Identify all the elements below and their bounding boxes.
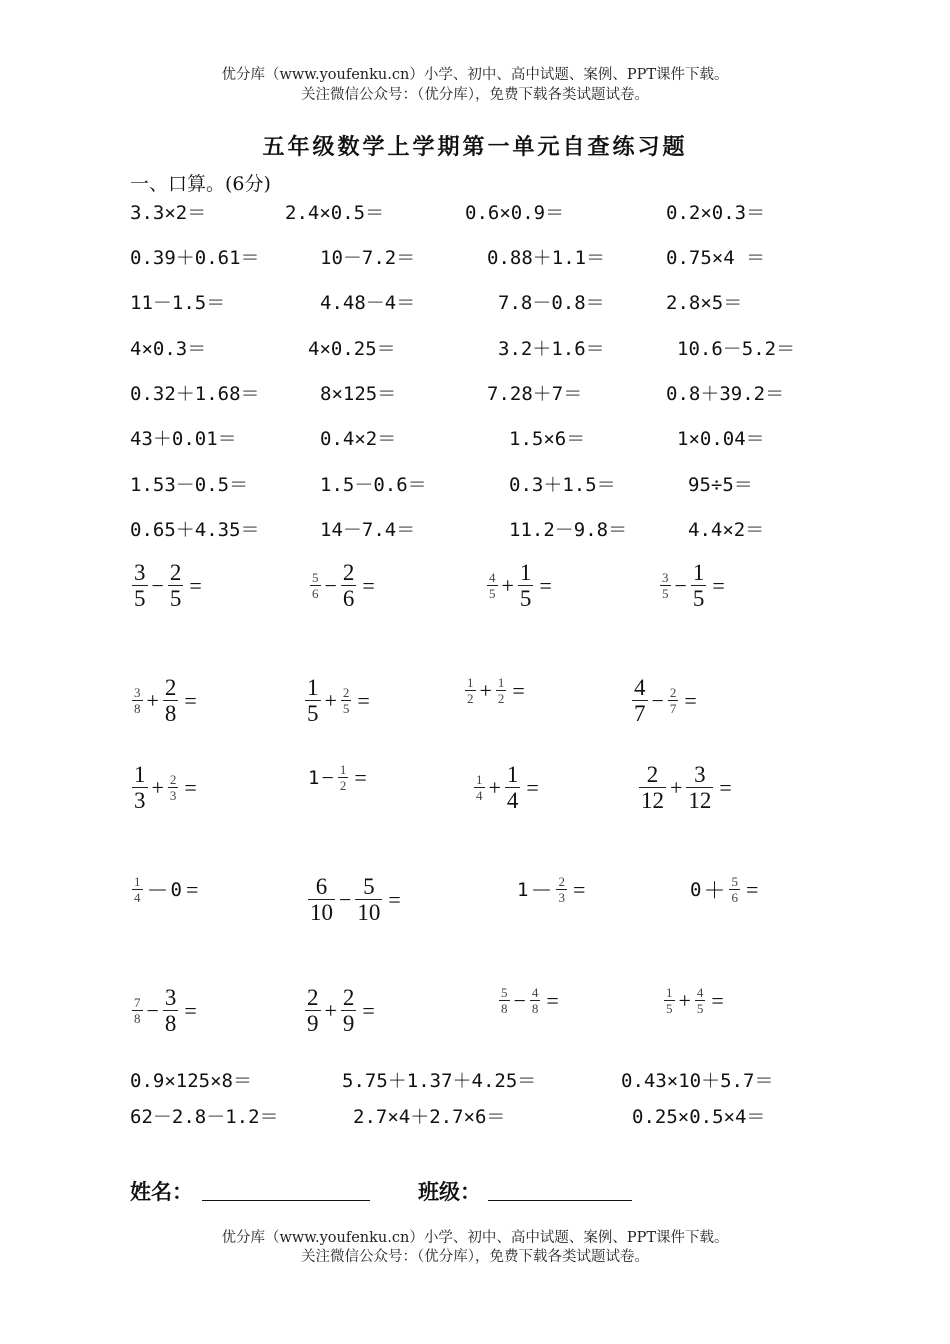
oral-problem: 4.4×2＝: [688, 519, 765, 541]
equals-sign: =: [184, 774, 197, 800]
fraction: [695, 985, 706, 1016]
oral-problem: 0.2×0.3＝: [666, 202, 766, 224]
equals-sign: =: [719, 774, 732, 800]
fraction-problem: [303, 985, 375, 1036]
oral-problem: 3.3×2＝: [130, 202, 207, 224]
denominator: 8: [164, 701, 177, 726]
numerator: 3: [164, 985, 177, 1010]
oral-problem: 3.2＋1.6＝: [498, 338, 605, 360]
oral-problem: 14－7.4＝: [320, 519, 416, 541]
fraction-problem: [497, 985, 559, 1016]
numerator: 2: [342, 560, 355, 585]
operator: +: [324, 687, 337, 713]
numerator: 5: [501, 985, 508, 1000]
oral-problem: 0.65＋4.35＝: [130, 519, 260, 541]
denominator: 3: [558, 890, 565, 905]
fraction: [163, 675, 179, 726]
fraction: [686, 762, 713, 813]
denominator: 4: [476, 788, 483, 803]
equals-sign: =: [362, 572, 375, 598]
numerator: 4: [489, 570, 496, 585]
oral-problem: 10.6－5.2＝: [677, 338, 796, 360]
oral-problem: 4×0.25＝: [308, 338, 396, 360]
fraction: [168, 772, 179, 803]
fraction: [341, 685, 352, 716]
operator: ＋: [703, 878, 726, 903]
fraction-problem: [485, 560, 552, 611]
fraction-problem: [637, 762, 732, 813]
name-class-bar: [130, 1172, 830, 1208]
section-oral-heading: 一、口算。(6分): [130, 173, 271, 195]
equals-sign: =: [185, 876, 199, 902]
fraction: [530, 985, 541, 1016]
numerator: 2: [169, 772, 177, 787]
fraction: [660, 570, 671, 601]
denominator: 5: [307, 701, 319, 726]
numerator: 4: [634, 675, 646, 700]
numerator: 5: [312, 570, 319, 585]
oral-problem: 0.6×0.9＝: [465, 202, 565, 224]
oral-row: [0, 515, 950, 545]
fraction-problem: [630, 675, 697, 726]
oral-problem: 10－7.2＝: [320, 247, 416, 269]
oral-row: [0, 424, 950, 454]
operator: +: [479, 677, 492, 703]
equals-sign: =: [526, 774, 539, 800]
name-blank[interactable]: [202, 1200, 370, 1201]
operator: −: [321, 764, 334, 790]
denominator: 10: [310, 900, 333, 925]
oral-row: [0, 379, 950, 409]
numerator: 1: [307, 675, 319, 700]
numerator: 5: [731, 874, 738, 889]
denominator: 7: [634, 701, 646, 726]
oral-problem: 7.8－0.8＝: [498, 292, 605, 314]
denominator: 3: [169, 788, 177, 803]
numerator: 1: [519, 560, 532, 585]
mixed-problem: 2.7×4＋2.7×6＝: [353, 1106, 506, 1128]
fraction: [487, 570, 498, 601]
oral-problem: 7.28＋7＝: [487, 383, 583, 405]
denominator: 12: [641, 788, 664, 813]
fraction-problem: [130, 675, 197, 726]
oral-problem: 1.53－0.5＝: [130, 474, 249, 496]
numerator: 4: [531, 985, 539, 1000]
footer-line-2: 关注微信公众号：（优分库），免费下载各类试题试卷。: [301, 1249, 649, 1265]
equals-sign: =: [711, 987, 724, 1013]
fraction: [632, 675, 648, 726]
whole-number: 1: [517, 878, 529, 901]
whole-number: 0: [170, 878, 182, 901]
denominator: 9: [342, 1011, 355, 1036]
equals-sign: =: [357, 687, 370, 713]
operator: +: [151, 774, 164, 800]
numerator: 7: [134, 995, 141, 1010]
operator: +: [324, 997, 337, 1023]
numerator: 1: [134, 762, 146, 787]
denominator: 5: [519, 586, 532, 611]
denominator: 7: [669, 701, 677, 716]
denominator: 12: [688, 788, 712, 813]
fraction-problem: [130, 985, 197, 1036]
operator: +: [146, 687, 159, 713]
oral-row: [0, 198, 950, 228]
fraction: [132, 874, 143, 905]
oral-problem: 11.2－9.8＝: [509, 519, 628, 541]
class-label: 班级：: [418, 1180, 481, 1204]
denominator: 2: [467, 691, 474, 706]
oral-problem: 0.3＋1.5＝: [509, 474, 616, 496]
whole-number: 0: [690, 878, 702, 901]
oral-row: [0, 243, 950, 273]
mixed-problem: 0.9×125×8＝: [130, 1070, 252, 1092]
operator: －: [146, 878, 169, 903]
oral-problem: 0.4×2＝: [320, 428, 397, 450]
fraction: [505, 762, 521, 813]
oral-problem: 0.39＋0.61＝: [130, 247, 260, 269]
numerator: 2: [558, 874, 565, 889]
operator: +: [670, 774, 683, 800]
fraction: [132, 685, 143, 716]
fraction: [338, 762, 349, 793]
oral-problem: 2.8×5＝: [666, 292, 743, 314]
fraction: [729, 874, 740, 905]
equals-sign: =: [184, 997, 197, 1023]
oral-problem: 1×0.04＝: [677, 428, 765, 450]
operator: －: [530, 878, 553, 903]
operator: −: [651, 687, 664, 713]
fraction: [132, 995, 143, 1026]
whole-number: 1: [308, 766, 320, 789]
page-title: 五年级数学上学期第一单元自查练习题: [262, 135, 688, 160]
equals-sign: =: [572, 876, 586, 902]
numerator: 2: [307, 985, 319, 1010]
operator: −: [339, 886, 352, 912]
fraction: [341, 560, 357, 611]
equals-sign: =: [189, 572, 202, 598]
equals-sign: =: [184, 687, 197, 713]
denominator: 6: [731, 890, 738, 905]
oral-problem: 4.48－4＝: [320, 292, 416, 314]
footer-line-1: 优分库（www.youfenku.cn）小学、初中、高中试题、案例、PPT课件下载。: [221, 1230, 729, 1246]
numerator: 2: [164, 675, 177, 700]
fraction: [132, 762, 148, 813]
denominator: 5: [134, 586, 146, 611]
equals-sign: =: [362, 997, 375, 1023]
oral-row: [0, 334, 950, 364]
equals-sign: =: [745, 876, 759, 902]
equals-sign: =: [388, 886, 401, 912]
oral-problem: 43＋0.01＝: [130, 428, 237, 450]
operator: +: [488, 774, 501, 800]
fraction: [499, 985, 510, 1016]
fraction-problem: [303, 675, 370, 726]
numerator: 2: [646, 762, 659, 787]
fraction: [496, 675, 507, 706]
operator: +: [501, 572, 514, 598]
oral-problem: 0.32＋1.68＝: [130, 383, 260, 405]
numerator: 3: [134, 685, 141, 700]
denominator: 2: [339, 778, 347, 793]
numerator: 1: [506, 762, 519, 787]
denominator: 3: [134, 788, 146, 813]
denominator: 5: [662, 586, 669, 601]
denominator: 9: [307, 1011, 319, 1036]
denominator: 8: [164, 1011, 177, 1036]
fraction: [668, 685, 679, 716]
fraction: [474, 772, 485, 803]
fraction-problem: [463, 675, 525, 706]
fraction-problem: [306, 874, 401, 925]
denominator: 5: [696, 1001, 704, 1016]
equals-sign: =: [712, 572, 725, 598]
oral-problem: 1.5－0.6＝: [320, 474, 427, 496]
equals-sign: =: [512, 677, 525, 703]
denominator: 2: [497, 691, 505, 706]
numerator: 6: [315, 874, 328, 899]
fraction-problem: [308, 560, 375, 611]
denominator: 8: [531, 1001, 539, 1016]
fraction: [639, 762, 666, 813]
oral-problem: 8×125＝: [320, 383, 397, 405]
oral-row: [0, 470, 950, 500]
numerator: 1: [476, 772, 483, 787]
fraction: [556, 874, 567, 905]
fraction-problem: [472, 762, 539, 813]
operator: −: [146, 997, 159, 1023]
numerator: 2: [669, 685, 677, 700]
mixed-problem: 62－2.8－1.2＝: [130, 1106, 279, 1128]
fraction: [168, 560, 184, 611]
fraction-problem: [130, 762, 197, 813]
fraction: [310, 570, 321, 601]
fraction: [664, 985, 675, 1016]
denominator: 10: [357, 900, 381, 925]
denominator: 5: [692, 586, 705, 611]
numerator: 2: [342, 685, 350, 700]
equals-sign: =: [546, 987, 559, 1013]
numerator: 1: [692, 560, 705, 585]
numerator: 1: [134, 874, 141, 889]
oral-row: [0, 288, 950, 318]
mixed-problem: 0.25×0.5×4＝: [632, 1106, 766, 1128]
fraction: [305, 675, 321, 726]
numerator: 1: [467, 675, 474, 690]
equals-sign: =: [684, 687, 697, 713]
oral-problem: 4×0.3＝: [130, 338, 207, 360]
fraction-problem: [130, 874, 198, 905]
header-line-1: 优分库（www.youfenku.cn）小学、初中、高中试题、案例、PPT课件下载。: [221, 67, 729, 83]
numerator: 1: [339, 762, 347, 777]
fraction: [163, 985, 179, 1036]
operator: −: [513, 987, 526, 1013]
equals-sign: =: [354, 764, 367, 790]
fraction: [308, 874, 335, 925]
denominator: 6: [342, 586, 355, 611]
fraction: [132, 560, 148, 611]
oral-problem: 0.75×4 ＝: [666, 247, 766, 269]
numerator: 2: [342, 985, 355, 1010]
oral-problem: 11－1.5＝: [130, 292, 226, 314]
fraction-problem: [658, 560, 725, 611]
operator: +: [678, 987, 691, 1013]
denominator: 5: [169, 586, 182, 611]
operator: −: [674, 572, 687, 598]
numerator: 5: [363, 874, 375, 899]
fraction-problem: [662, 985, 724, 1016]
equals-sign: =: [539, 572, 552, 598]
fraction-problem: [690, 874, 758, 905]
class-blank[interactable]: [488, 1200, 632, 1201]
numerator: 3: [694, 762, 706, 787]
oral-problem: 0.88＋1.1＝: [487, 247, 606, 269]
fraction: [355, 874, 382, 925]
denominator: 5: [666, 1001, 673, 1016]
operator: −: [324, 572, 337, 598]
fraction-problem: [308, 762, 367, 793]
denominator: 8: [134, 1011, 141, 1026]
denominator: 6: [312, 586, 319, 601]
mixed-problem: 0.43×10＋5.7＝: [621, 1070, 774, 1092]
oral-problem: 95÷5＝: [688, 474, 753, 496]
fraction-problem: [517, 874, 585, 905]
denominator: 4: [506, 788, 519, 813]
fraction: [465, 675, 476, 706]
denominator: 4: [134, 890, 141, 905]
numerator: 2: [169, 560, 182, 585]
numerator: 3: [662, 570, 669, 585]
numerator: 1: [666, 985, 673, 1000]
numerator: 1: [497, 675, 505, 690]
numerator: 3: [134, 560, 146, 585]
denominator: 8: [134, 701, 141, 716]
oral-problem: 0.8＋39.2＝: [666, 383, 785, 405]
fraction: [691, 560, 707, 611]
fraction: [518, 560, 534, 611]
numerator: 4: [696, 985, 704, 1000]
oral-problem: 2.4×0.5＝: [285, 202, 385, 224]
oral-problem: 1.5×6＝: [509, 428, 586, 450]
mixed-problem: 5.75＋1.37＋4.25＝: [342, 1070, 537, 1092]
operator: −: [151, 572, 164, 598]
name-label: 姓名：: [130, 1180, 193, 1204]
denominator: 5: [342, 701, 350, 716]
header-line-2: 关注微信公众号：（优分库），免费下载各类试题试卷。: [301, 87, 649, 103]
denominator: 5: [489, 586, 496, 601]
fraction: [305, 985, 321, 1036]
denominator: 8: [501, 1001, 508, 1016]
fraction-problem: [130, 560, 202, 611]
fraction: [341, 985, 357, 1036]
